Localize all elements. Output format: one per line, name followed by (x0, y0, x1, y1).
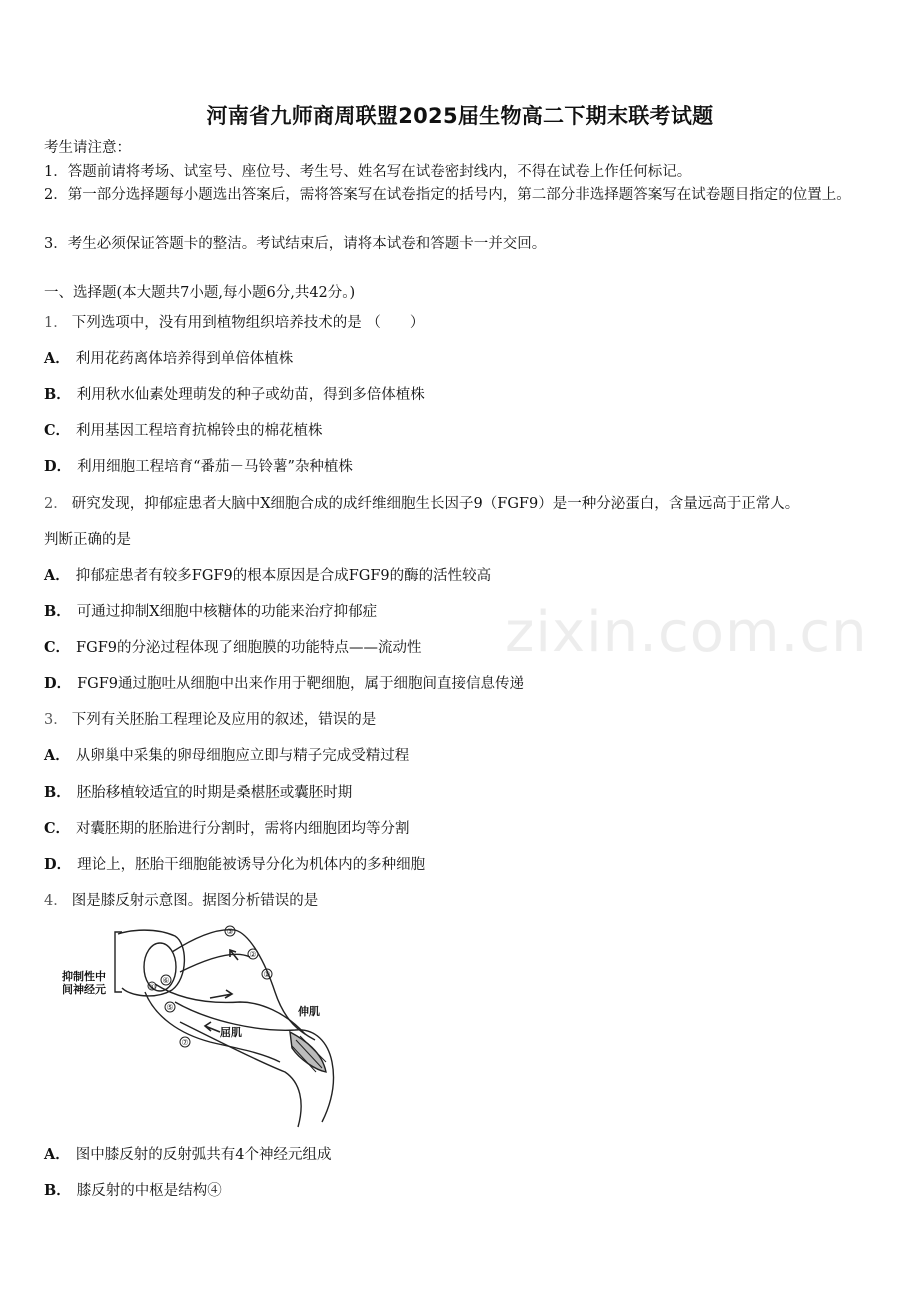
option-label: C． (44, 820, 71, 837)
label-flexor: 屈肌 (220, 1026, 242, 1039)
question-4 (44, 891, 889, 911)
question-number: 1． (44, 315, 68, 331)
option-label: D． (44, 458, 72, 475)
label-n5: ⑤ (166, 1003, 174, 1012)
option-text: 理论上，胚胎干细胞能被诱导分化为机体内的多种细胞 (77, 857, 426, 873)
question-number: 2． (44, 496, 68, 512)
option-3c[interactable] (44, 819, 889, 839)
option-3b[interactable] (44, 783, 889, 803)
option-label: D． (44, 675, 72, 692)
option-label: B． (44, 603, 71, 620)
option-4b[interactable] (44, 1181, 889, 1201)
sensory-branch (180, 954, 250, 972)
question-number: 4． (44, 893, 68, 909)
option-label: C． (44, 422, 71, 439)
option-label: A． (44, 350, 70, 367)
option-text: 利用基因工程培育抗棉铃虫的棉花植株 (76, 423, 323, 439)
option-label: B． (44, 386, 71, 403)
option-text: 胚胎移植较适宜的时期是桑椹胚或囊胚时期 (76, 785, 353, 801)
label-n6: ⑥ (162, 976, 170, 985)
notice-heading: 考生请注意： (44, 140, 131, 156)
question-stem: 图是膝反射示意图。据图分析错误的是 (71, 893, 319, 909)
option-1d[interactable] (44, 457, 889, 477)
option-label: A． (44, 1146, 70, 1163)
notice-item-3: 3．考生必须保证答题卡的整洁。考试结束后，请将本试卷和答题卡一并交回。 (44, 236, 547, 252)
notice-item-2: 2．第一部分选择题每小题选出答案后，需将答案写在试卷指定的括号内，第二部分非选择题答案写在试卷题目指定的位置上。 (44, 187, 851, 203)
option-text: 可通过抑制X细胞中核糖体的功能来治疗抑郁症 (76, 604, 378, 620)
question-stem: 下列有关胚胎工程理论及应用的叙述，错误的是 (71, 712, 377, 728)
option-text: 膝反射的中枢是结构④ (76, 1183, 222, 1199)
option-label: A． (44, 567, 70, 584)
option-label: D． (44, 856, 72, 873)
arrow-icon (205, 1022, 220, 1032)
question-2 (44, 494, 889, 514)
label-n3: ③ (226, 927, 234, 936)
label-n2: ② (249, 950, 257, 959)
option-1a[interactable] (44, 349, 889, 369)
knee-reflex-diagram (60, 922, 360, 1134)
option-2d[interactable] (44, 674, 889, 694)
question-3 (44, 710, 889, 730)
section-heading: 一、选择题(本大题共7小题,每小题6分,共42分。) (44, 285, 356, 301)
spinal-cord-bracket (115, 932, 122, 992)
label-n7: ⑦ (181, 1038, 189, 1047)
option-4a[interactable] (44, 1145, 889, 1165)
label-interneuron-1: 抑制性中 (62, 970, 106, 983)
option-3a[interactable] (44, 746, 889, 766)
option-label: B． (44, 1182, 71, 1199)
question-number: 3． (44, 712, 68, 728)
page-title: 河南省九师商周联盟2025届生物高二下期末联考试题 (206, 104, 714, 128)
option-3d[interactable] (44, 855, 889, 875)
option-label: C． (44, 639, 71, 656)
option-text: 利用细胞工程培育“番茄－马铃薯”杂种植株 (77, 459, 353, 475)
option-1b[interactable] (44, 385, 889, 405)
label-n4: ④ (148, 983, 156, 991)
label-interneuron-2: 间神经元 (62, 983, 106, 996)
notice-item-1: 1．答题前请将考场、试室号、座位号、考生号、姓名写在试卷密封线内，不得在试卷上作任何标记。 (44, 164, 692, 180)
question-1 (44, 313, 889, 333)
option-text: FGF9的分泌过程体现了细胞膜的功能特点——流动性 (76, 640, 422, 656)
option-label: A． (44, 747, 70, 764)
question-stem: 下列选项中，没有用到植物组织培养技术的是 （ ） (71, 315, 425, 331)
option-text: FGF9通过胞吐从细胞中出来作用于靶细胞，属于细胞间直接信息传递 (77, 676, 525, 692)
option-text: 对囊胚期的胚胎进行分割时，需将内细胞团均等分割 (76, 821, 410, 837)
label-extensor: 伸肌 (298, 1005, 320, 1018)
option-text: 利用花药离体培养得到单倍体植株 (75, 351, 294, 367)
arrow-icon (210, 990, 232, 998)
option-2a[interactable] (44, 566, 889, 586)
question-2-stem-cont: 判断正确的是 (44, 532, 131, 548)
option-1c[interactable] (44, 421, 889, 441)
option-text: 从卵巢中采集的卵母细胞应立即与精子完成受精过程 (75, 748, 410, 764)
question-stem: 研究发现，抑郁症患者大脑中X细胞合成的成纤维细胞生长因子9（FGF9）是一种分泌蛋白，含量远高于正常人。 (71, 496, 800, 512)
option-label: B． (44, 784, 71, 801)
option-text: 利用秋水仙素处理萌发的种子或幼苗，得到多倍体植株 (76, 387, 425, 403)
watermark: zixin.com.cn (505, 600, 868, 665)
option-text: 抑郁症患者有较多FGF9的根本原因是合成FGF9的酶的活性较高 (75, 568, 492, 584)
option-text: 图中膝反射的反射弧共有4个神经元组成 (75, 1147, 332, 1163)
label-n1: ① (263, 970, 271, 979)
